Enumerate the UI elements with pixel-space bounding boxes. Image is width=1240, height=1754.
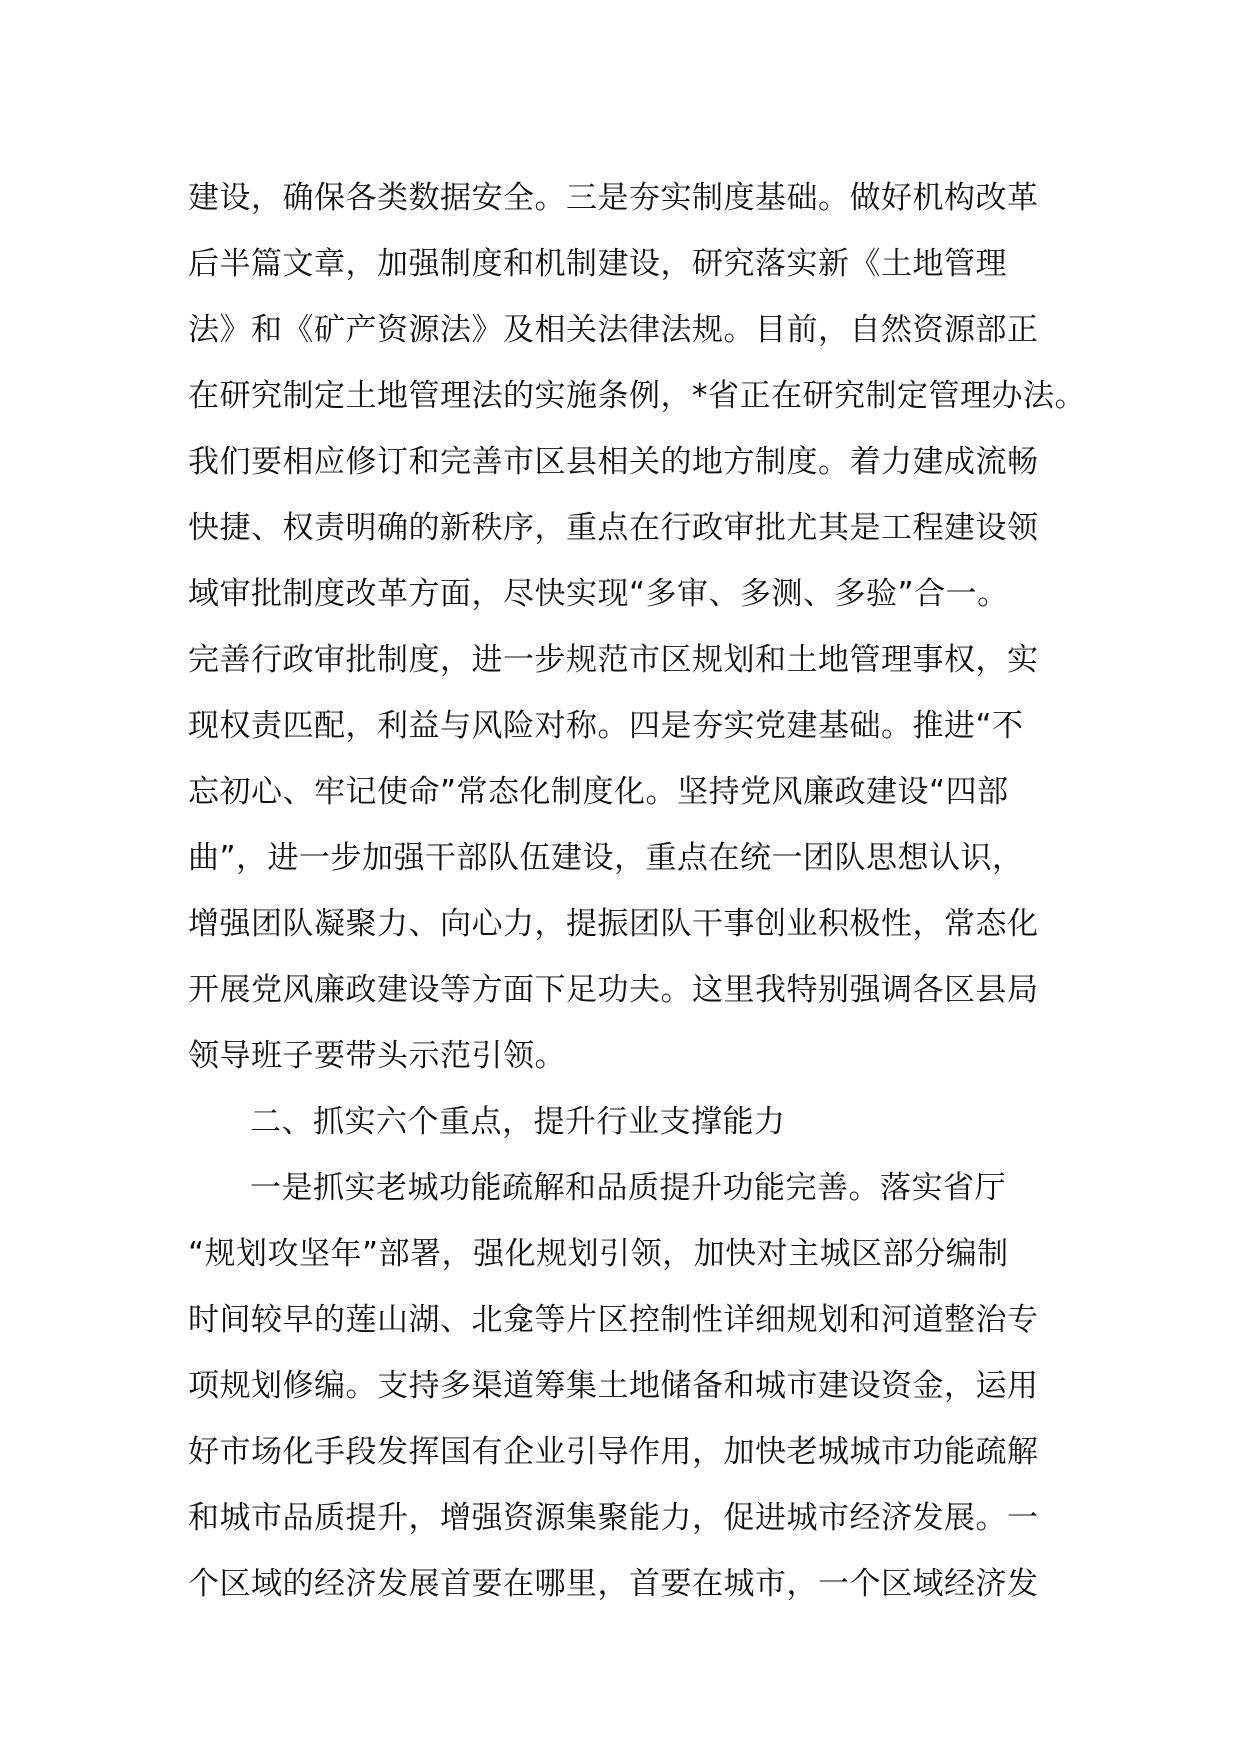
text-line: 好市场化手段发挥国有企业引导作用，加快老城城市功能疏解 (188, 1434, 1039, 1470)
text-line: 和城市品质提升，增强资源集聚能力，促进城市经济发展。一 (188, 1500, 1039, 1536)
text-line: 法》和《矿产资源法》及相关法律法规。目前，自然资源部正 (188, 312, 1039, 348)
text-line: 快捷、权责明确的新秩序，重点在行政审批尤其是工程建设领 (188, 510, 1039, 546)
text-line: 现权责匹配，利益与风险对称。四是夯实党建基础。推进“不 (188, 708, 1024, 744)
text-line: 在研究制定土地管理法的实施条例，*省正在研究制定管理办法。 (188, 378, 1086, 414)
text-line: 忘初心、牢记使命”常态化制度化。坚持党风廉政建设“四部 (188, 774, 1009, 810)
text-line: 曲”，进一步加强干部队伍建设，重点在统一团队思想认识， (188, 840, 1024, 876)
paragraph-first-line: 一是抓实老城功能疏解和品质提升功能完善。落实省厅 (250, 1170, 1006, 1206)
text-line: 域审批制度改革方面，尽快实现“多审、多测、多验”合一。 (188, 576, 1009, 612)
text-line: 个区域的经济发展首要在哪里，首要在城市，一个区域经济发 (188, 1566, 1039, 1602)
text-line: 项规划修编。支持多渠道筹集土地储备和城市建设资金，运用 (188, 1368, 1039, 1404)
text-line: 我们要相应修订和完善市区县相关的地方制度。着力建成流畅 (188, 444, 1039, 480)
section-heading: 二、抓实六个重点，提升行业支撑能力 (250, 1104, 786, 1140)
text-line: “规划攻坚年”部署，强化规划引领，加快对主城区部分编制 (188, 1236, 1009, 1272)
text-line: 开展党风廉政建设等方面下足功夫。这里我特别强调各区县局 (188, 972, 1039, 1008)
text-line: 时间较早的莲山湖、北龛等片区控制性详细规划和河道整治专 (188, 1302, 1039, 1338)
text-line: 完善行政审批制度，进一步规范市区规划和土地管理事权，实 (188, 642, 1039, 678)
text-line: 后半篇文章，加强制度和机制建设，研究落实新《土地管理 (188, 246, 1007, 282)
text-line: 领导班子要带头示范引领。 (188, 1038, 566, 1074)
text-line: 建设，确保各类数据安全。三是夯实制度基础。做好机构改革 (188, 180, 1039, 216)
text-line: 增强团队凝聚力、向心力，提振团队干事创业积极性，常态化 (188, 906, 1039, 942)
document-body (188, 165, 1086, 1617)
